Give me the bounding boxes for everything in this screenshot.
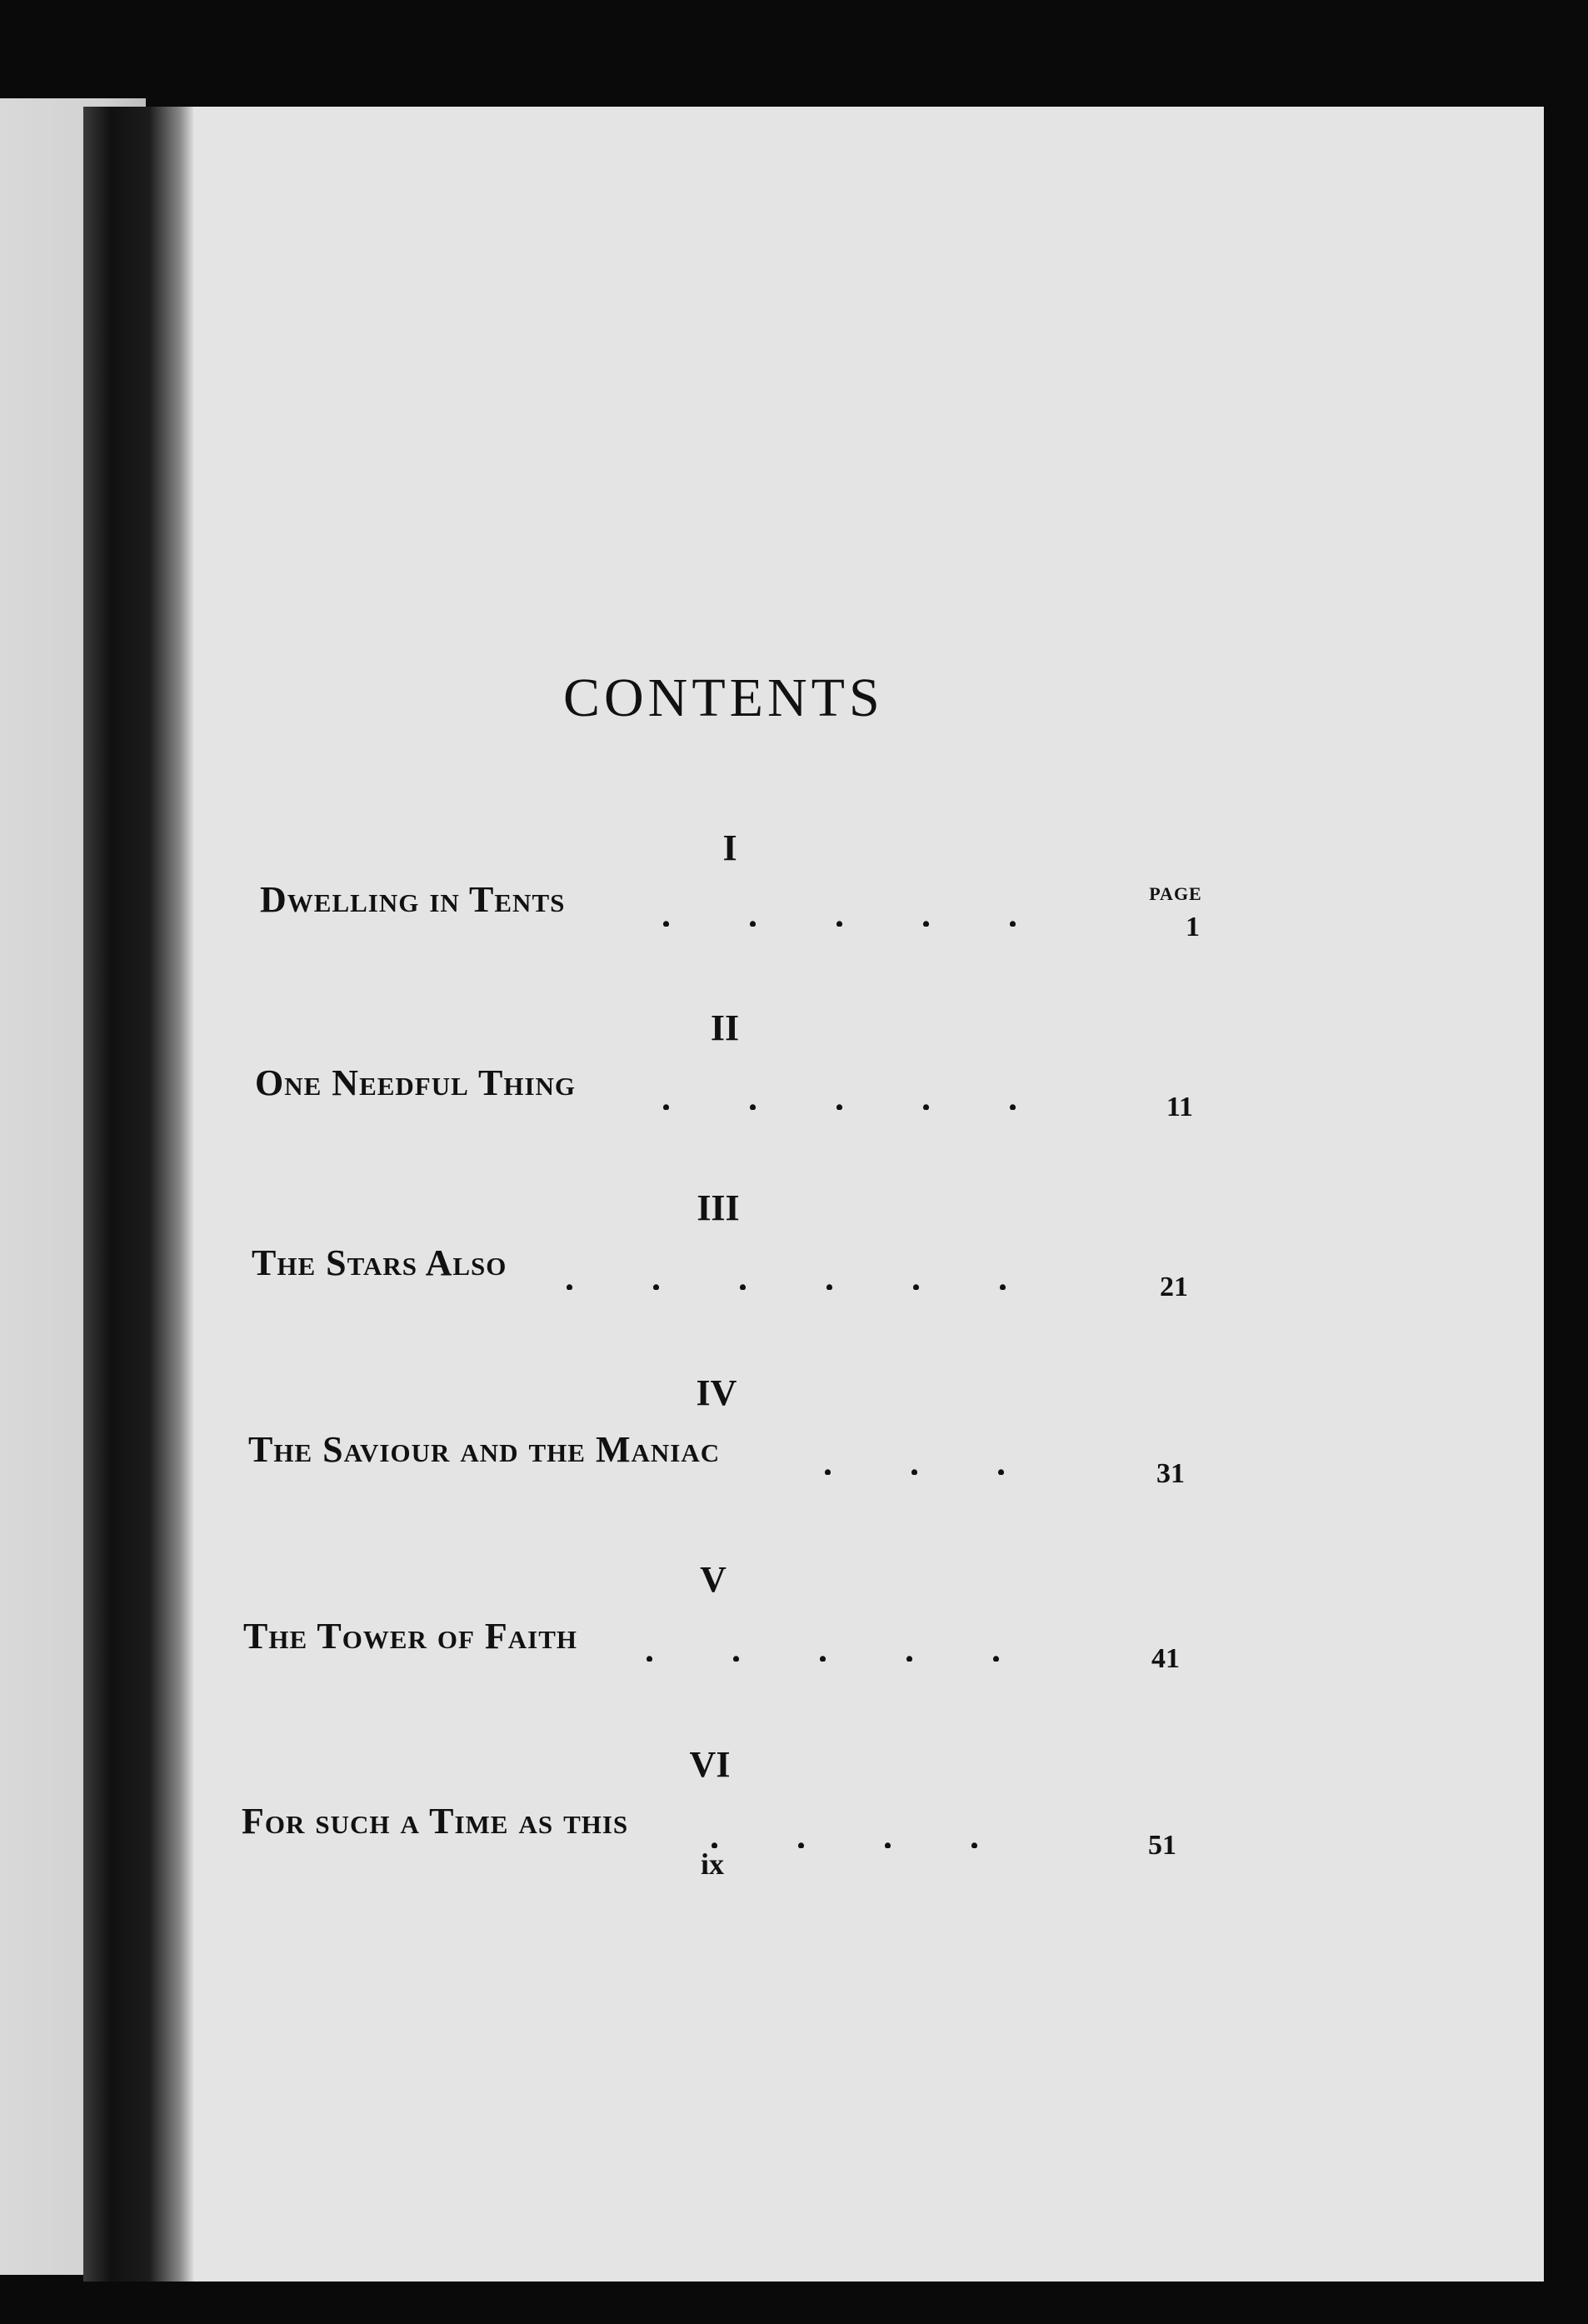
binding-gutter-shadow — [83, 107, 193, 2282]
chapter-title: The Tower of Faith — [243, 1616, 578, 1657]
chapter-page-number: 21 — [1160, 1272, 1188, 1302]
dot-leader: . . . . . . — [565, 1257, 1007, 1290]
chapter-title: Dwelling in Tents — [260, 879, 566, 920]
book-page — [90, 107, 1544, 2282]
dot-leader: . . . — [823, 1442, 1006, 1475]
chapter-numeral: V — [700, 1559, 727, 1600]
page-column-label: PAGE — [1149, 883, 1202, 904]
page-folio: ix — [700, 1847, 724, 1881]
dot-leader: . . . . . — [662, 894, 1017, 927]
chapter-page-number: 41 — [1151, 1643, 1180, 1674]
dot-leader: . . . . . — [662, 1077, 1017, 1110]
dot-leader: . . . . — [710, 1816, 979, 1848]
chapter-title: One Needful Thing — [255, 1062, 577, 1103]
chapter-page-number: 31 — [1156, 1458, 1185, 1489]
chapter-numeral: III — [697, 1187, 740, 1228]
chapter-page-number: 11 — [1166, 1092, 1193, 1122]
chapter-numeral: VI — [689, 1744, 731, 1785]
chapter-numeral: I — [722, 827, 737, 868]
dot-leader: . . . . . — [645, 1629, 1001, 1662]
chapter-page-number: 1 — [1186, 912, 1200, 942]
chapter-page-number: 51 — [1148, 1830, 1176, 1861]
chapter-numeral: IV — [696, 1372, 737, 1413]
chapter-title: For such a Time as this — [242, 1801, 629, 1842]
page-title: CONTENTS — [563, 667, 884, 728]
chapter-numeral: II — [710, 1007, 740, 1048]
chapter-title: The Saviour and the Maniac — [248, 1429, 721, 1470]
chapter-title: The Stars Also — [252, 1242, 507, 1283]
